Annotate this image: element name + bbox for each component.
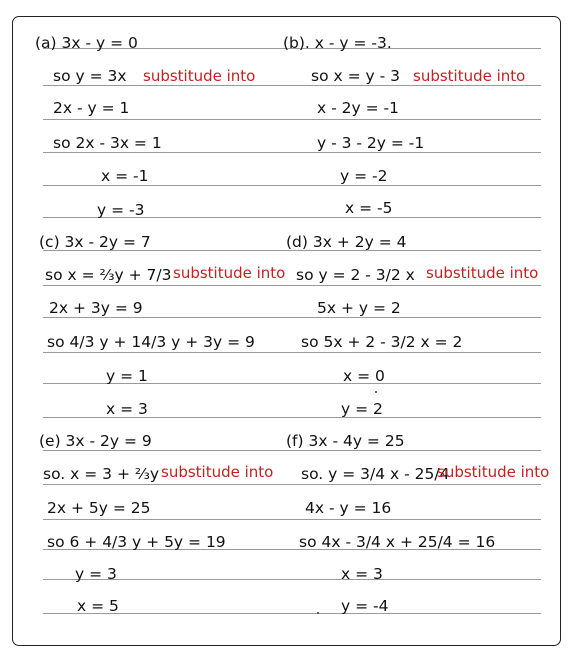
problem-b-line-2: so x = y - 3 bbox=[311, 67, 400, 85]
problem-f-line-3: 4x - y = 16 bbox=[305, 499, 392, 517]
problem-d-line-1: (d) 3x + 2y = 4 bbox=[286, 233, 407, 251]
ruled-line bbox=[43, 85, 541, 86]
problem-e-line-5: y = 3 bbox=[75, 565, 117, 583]
problem-f-line-4: so 4x - 3/4 x + 25/4 = 16 bbox=[299, 533, 496, 551]
problem-e-line-3: 2x + 5y = 25 bbox=[47, 499, 151, 517]
problem-f-line-2: so. y = 3/4 x - 25/4 bbox=[301, 465, 450, 483]
problem-d-line-4: so 5x + 2 - 3/2 x = 2 bbox=[301, 333, 463, 351]
problem-b-line-5: y = -2 bbox=[340, 167, 388, 185]
ruled-line bbox=[43, 579, 541, 580]
problem-b-line-4: y - 3 - 2y = -1 bbox=[317, 134, 425, 152]
problem-f-line-6: y = -4 bbox=[341, 597, 389, 615]
problem-a-line-3: 2x - y = 1 bbox=[53, 99, 130, 117]
ruled-line bbox=[43, 519, 541, 520]
problem-c-line-2: so x = ⅔y + 7/3 bbox=[45, 266, 172, 284]
ruled-line bbox=[43, 450, 541, 451]
problem-b-note: substitude into bbox=[413, 67, 526, 85]
problem-c-note: substitude into bbox=[173, 264, 286, 282]
ruled-line bbox=[43, 152, 541, 153]
ruled-line bbox=[43, 317, 541, 318]
problem-a-note: substitude into bbox=[143, 67, 256, 85]
problem-a-line-1: (a) 3x - y = 0 bbox=[35, 34, 138, 52]
problem-f-line-1: (f) 3x - 4y = 25 bbox=[286, 432, 405, 450]
problem-d-line-2: so y = 2 - 3/2 x bbox=[296, 266, 415, 284]
problem-d-line-5: x = 0 bbox=[343, 367, 385, 385]
problem-d-line-6: y = 2 bbox=[341, 400, 383, 418]
problem-d-note: substitude into bbox=[426, 264, 539, 282]
problem-f-note: substitude into bbox=[437, 463, 550, 481]
problem-b-line-1: (b). x - y = -3. bbox=[283, 34, 392, 52]
problem-a-line-2: so y = 3x bbox=[53, 67, 127, 85]
problem-a-line-4: so 2x - 3x = 1 bbox=[53, 134, 162, 152]
problem-e-line-2: so. x = 3 + ⅔y bbox=[43, 465, 160, 483]
ruled-line bbox=[43, 119, 541, 120]
ruled-line bbox=[43, 285, 541, 286]
ruled-line bbox=[43, 185, 541, 186]
problem-e-line-6: x = 5 bbox=[77, 597, 119, 615]
ruled-line bbox=[43, 484, 541, 485]
problem-c-line-3: 2x + 3y = 9 bbox=[49, 299, 143, 317]
problem-e-note: substitude into bbox=[161, 463, 274, 481]
problem-e-line-1: (e) 3x - 2y = 9 bbox=[39, 432, 152, 450]
problem-b-line-6: x = -5 bbox=[345, 199, 393, 217]
problem-c-line-4: so 4/3 y + 14/3 y + 3y = 9 bbox=[47, 333, 255, 351]
problem-b-line-3: x - 2y = -1 bbox=[317, 99, 399, 117]
problem-c-line-5: y = 1 bbox=[106, 367, 148, 385]
ruled-line bbox=[43, 352, 541, 353]
problem-d-line-3: 5x + y = 2 bbox=[317, 299, 401, 317]
problem-a-line-5: x = -1 bbox=[101, 167, 149, 185]
problem-a-line-6: y = -3 bbox=[97, 201, 145, 219]
problem-e-line-4: so 6 + 4/3 y + 5y = 19 bbox=[47, 533, 226, 551]
problem-c-line-1: (c) 3x - 2y = 7 bbox=[39, 233, 151, 251]
pen-dot bbox=[375, 391, 377, 393]
problem-f-line-5: x = 3 bbox=[341, 565, 383, 583]
problem-c-line-6: x = 3 bbox=[106, 400, 148, 418]
worksheet-page bbox=[12, 16, 561, 646]
pen-dot bbox=[317, 612, 319, 614]
